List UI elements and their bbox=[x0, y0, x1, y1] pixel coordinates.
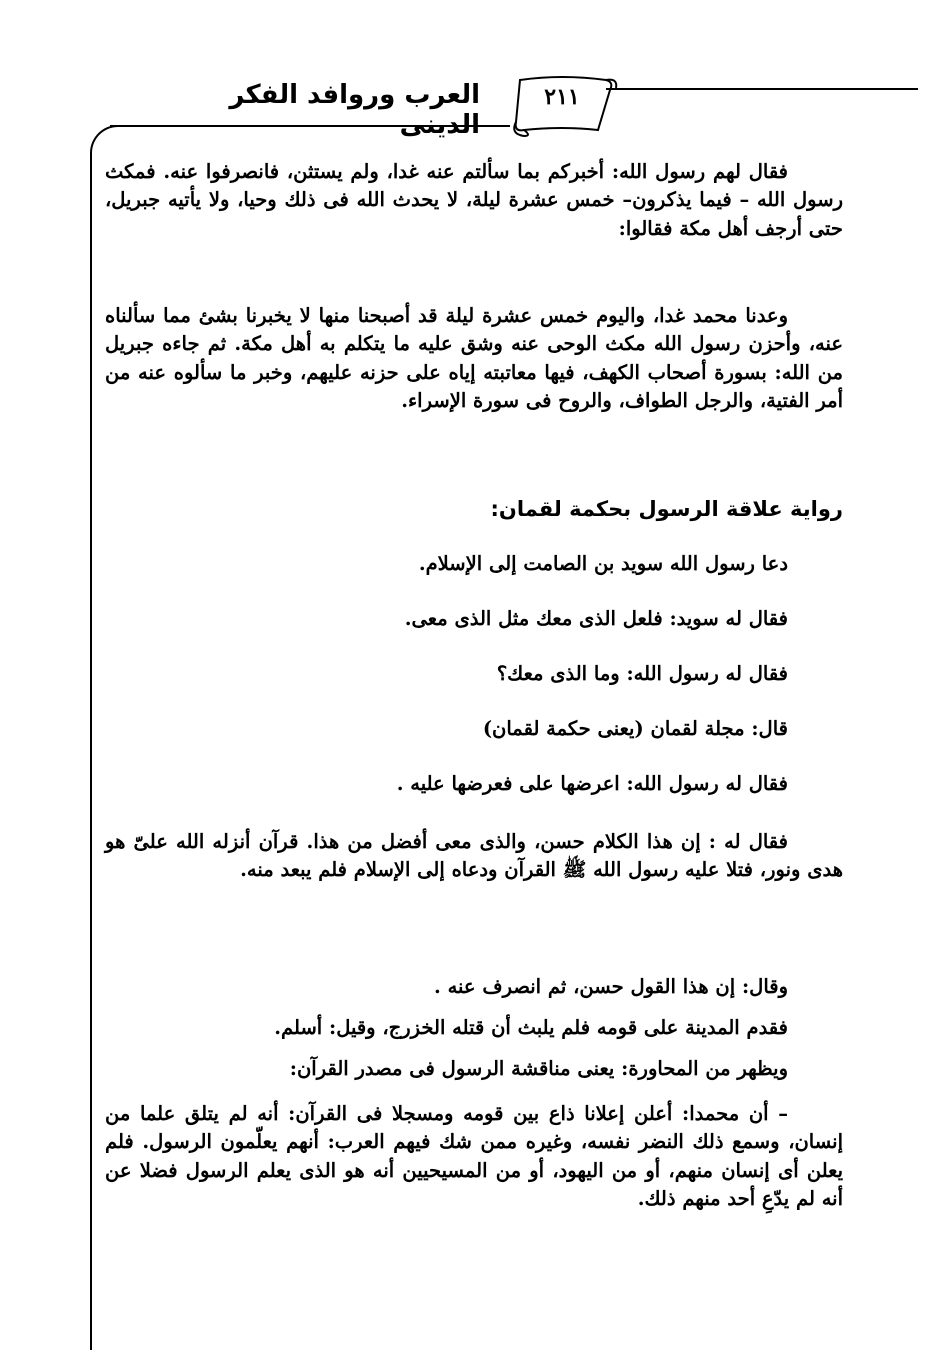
paragraph-text: – أن محمدا: أعلن إعلانا ذاع بين قومه ومسجلا فى القرآن: أنه لم يتلق علما من إنسان، وسمع ذلك النضر نفسه، وغيره ممن شك فيهم العرب: أنهم يعلّمون الرسول. فلم يعلن أى إنسان منهم، أو من اليهود، أو من المسيحيين أنه هو الذى يعلم الرسول فضلا عن أنه لم يدّعِ أحد منهم ذلك. bbox=[105, 1102, 843, 1210]
paragraph-4 bbox=[105, 1100, 843, 1213]
section-heading: رواية علاقة الرسول بحكمة لقمان: bbox=[490, 497, 843, 521]
paragraph-text: فقال له : إن هذا الكلام حسن، والذى معى أفضل من هذا. قرآن أنزله الله علىّ هو هدى ونور، فتلا عليه رسول الله ﷺ القرآن ودعاه إلى الإسلام فلم يبعد منه. bbox=[105, 830, 843, 882]
dialogue-line: فقال له رسول الله: وما الذى معك؟ bbox=[496, 662, 788, 685]
dialogue-line: فقال له رسول الله: اعرضها على فعرضها عليه . bbox=[396, 772, 788, 795]
dialogue-line: فقال له سويد: فلعل الذى معك مثل الذى معى. bbox=[404, 607, 788, 630]
paragraph-text: وعدنا محمد غدا، واليوم خمس عشرة ليلة قد أصبحنا منها لا يخبرنا بشئ مما سألناه عنه، وأحزن رسول الله مكث الوحى عنه وشق عليه ما يتكلم به أهل مكة. ثم جاءه جبريل من الله: بسورة أصحاب الكهف، فيها معاتبته إياه على حزنه عليهم، وخبر ما سألوه عنه من أمر الفتية، والرجل الطواف، والروح فى سورة الإسراء. bbox=[105, 304, 843, 412]
paragraph-1 bbox=[105, 158, 843, 243]
frame-left-rule bbox=[90, 160, 92, 1350]
dialogue-line: دعا رسول الله سويد بن الصامت إلى الإسلام. bbox=[418, 552, 788, 575]
header-rule bbox=[606, 88, 918, 90]
narrative-line: وقال: إن هذا القول حسن، ثم انصرف عنه . bbox=[434, 975, 788, 998]
paragraph-2 bbox=[105, 302, 843, 415]
paragraph-text: فقال لهم رسول الله: أخبركم بما سألتم عنه غدا، ولم يستثن، فانصرفوا عنه. فمكث رسول الله – فيما يذكرون– خمس عشرة ليلة، لا يحدث الله فى ذلك وحيا، ولا يأتيه جبريل، حتى أرجف أهل مكة فقالوا: bbox=[105, 160, 843, 240]
narrative-line: ويظهر من المحاورة: يعنى مناقشة الرسول فى مصدر القرآن: bbox=[289, 1057, 788, 1080]
paragraph-3 bbox=[105, 828, 843, 885]
running-title: العرب وروافد الفكر الدينى bbox=[229, 80, 480, 140]
dialogue-line: قال: مجلة لقمان (يعنى حكمة لقمان) bbox=[482, 717, 788, 740]
narrative-line: فقدم المدينة على قومه فلم يلبث أن قتله الخزرج، وقيل: أسلم. bbox=[274, 1016, 788, 1039]
page-number: ٢١١ bbox=[544, 84, 580, 110]
